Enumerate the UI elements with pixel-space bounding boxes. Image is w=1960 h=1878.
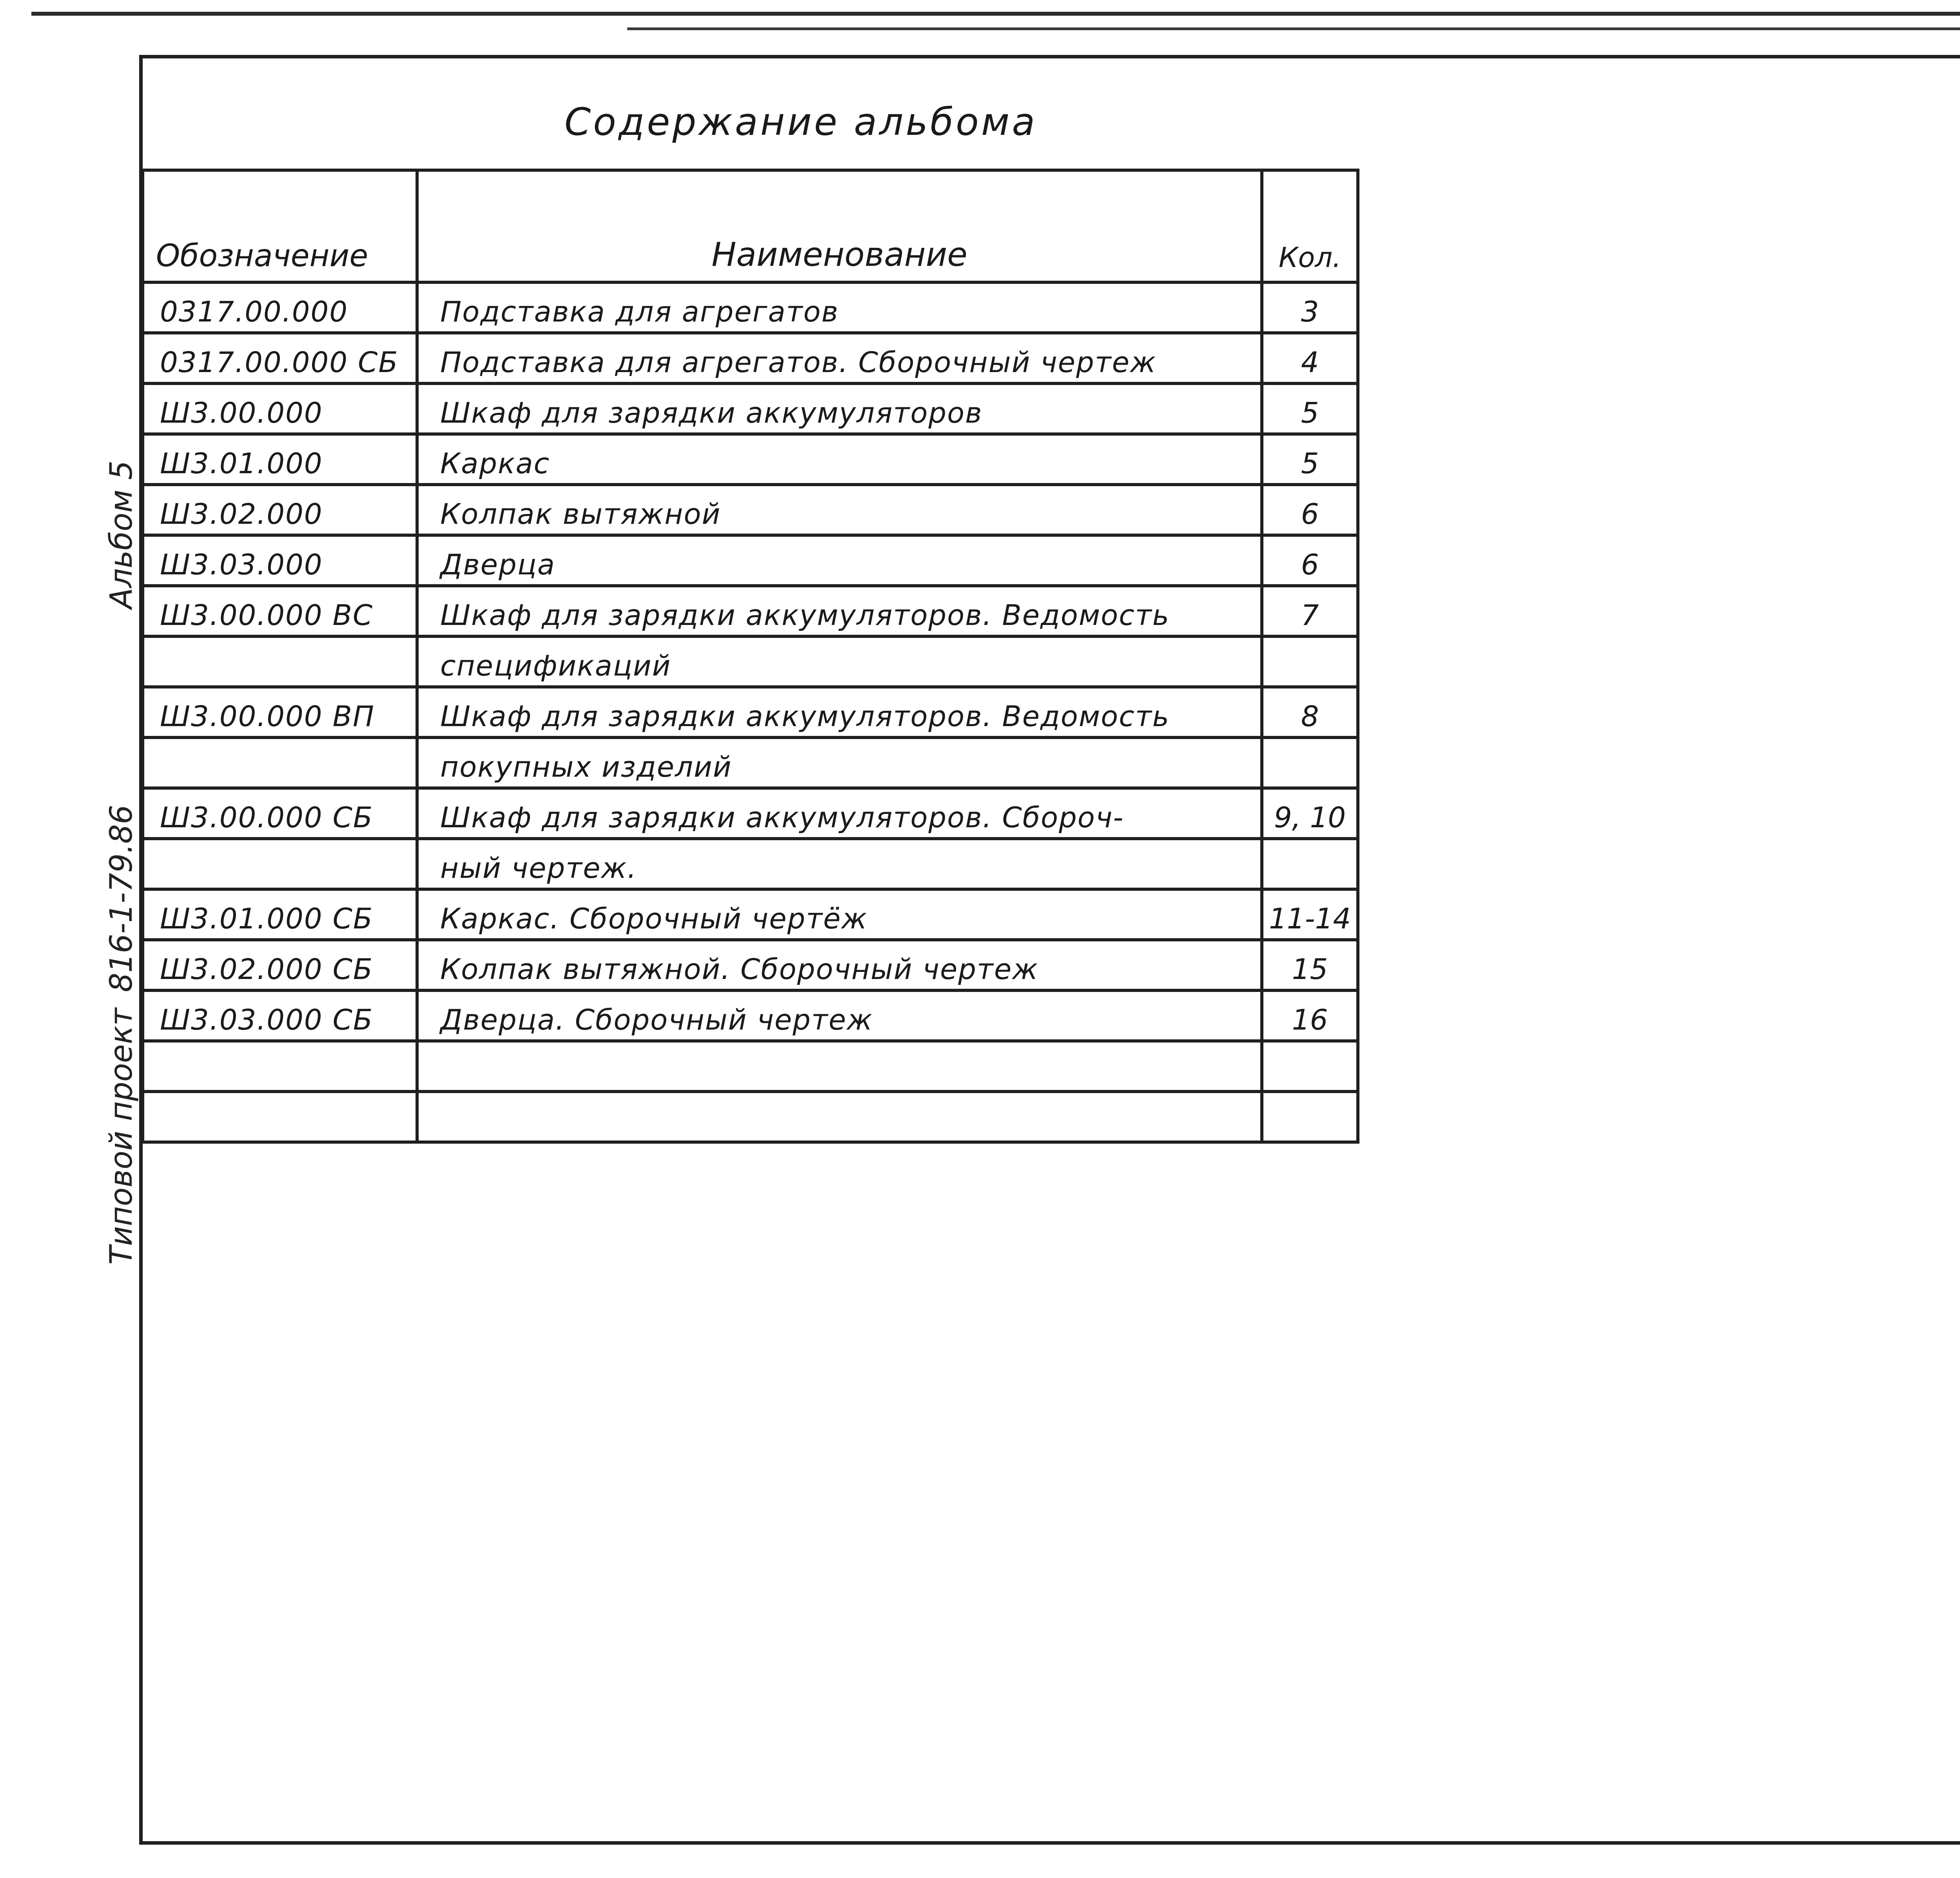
qty-cell: 8 — [1262, 687, 1358, 737]
designation-cell: Ш3.02.000 СБ — [143, 940, 417, 990]
designation-cell: Ш3.03.000 СБ — [143, 990, 417, 1041]
project-label: Типовой проект — [104, 1008, 139, 1265]
qty-cell: 16 — [1262, 990, 1358, 1041]
qty-cell — [1262, 737, 1358, 788]
name-cell: Шкаф для зарядки аккумуляторов. Ведомость — [417, 586, 1262, 636]
table-row — [143, 636, 1358, 687]
qty-cell — [1262, 1041, 1358, 1092]
table-row — [143, 434, 1358, 485]
designation-cell: Ш3.00.000 ВС — [143, 586, 417, 636]
designation-cell — [143, 839, 417, 889]
designation-cell — [143, 737, 417, 788]
qty-cell — [1262, 636, 1358, 687]
table-row — [143, 1041, 1358, 1092]
name-cell: Шкаф для зарядки аккумуляторов. Ведомость — [417, 687, 1262, 737]
designation-cell — [143, 1092, 417, 1142]
name-cell: Подставка для агрегатов — [417, 282, 1262, 333]
name-cell: покупных изделий — [417, 737, 1262, 788]
name-cell: Колпак вытяжной. Сборочный чертеж — [417, 940, 1262, 990]
scan-edge-top — [31, 12, 1960, 16]
designation-cell: Ш3.02.000 — [143, 485, 417, 535]
column-header-qty: Кол. — [1262, 170, 1358, 282]
qty-cell — [1262, 1092, 1358, 1142]
qty-cell: 6 — [1262, 535, 1358, 586]
table-row — [143, 687, 1358, 737]
table-row — [143, 990, 1358, 1041]
name-cell: спецификаций — [417, 636, 1262, 687]
column-header-designation: Обозначение — [143, 170, 417, 282]
designation-cell: Ш3.00.000 ВП — [143, 687, 417, 737]
table-row — [143, 788, 1358, 839]
table-row — [143, 1092, 1358, 1142]
designation-cell: Ш3.00.000 СБ — [143, 788, 417, 839]
qty-cell: 6 — [1262, 485, 1358, 535]
table-row — [143, 940, 1358, 990]
scan-edge-line — [627, 27, 1960, 30]
table-row — [143, 586, 1358, 636]
qty-cell: 11-14 — [1262, 889, 1358, 940]
designation-cell — [143, 636, 417, 687]
table-row — [143, 333, 1358, 383]
name-cell — [417, 1041, 1262, 1092]
name-cell: Подставка для агрегатов. Сборочный чертеж — [417, 333, 1262, 383]
name-cell: Каркас — [417, 434, 1262, 485]
designation-cell: 0317.00.000 СБ — [143, 333, 417, 383]
designation-cell: Ш3.03.000 — [143, 535, 417, 586]
table-row — [143, 535, 1358, 586]
qty-cell: 5 — [1262, 434, 1358, 485]
qty-cell: 5 — [1262, 383, 1358, 434]
name-cell: Дверца — [417, 535, 1262, 586]
designation-cell: 0317.00.000 — [143, 282, 417, 333]
name-cell: Колпак вытяжной — [417, 485, 1262, 535]
table-row — [143, 889, 1358, 940]
designation-cell — [143, 1041, 417, 1092]
album-label: Альбом 5 — [104, 460, 139, 609]
designation-cell: Ш3.01.000 — [143, 434, 417, 485]
contents-table — [141, 169, 1359, 1144]
table-row — [143, 737, 1358, 788]
designation-cell: Ш3.01.000 СБ — [143, 889, 417, 940]
qty-cell — [1262, 839, 1358, 889]
side-stamp — [104, 460, 139, 1264]
qty-cell: 3 — [1262, 282, 1358, 333]
table-row — [143, 839, 1358, 889]
column-header-name: Наименование — [417, 170, 1262, 282]
table-row — [143, 282, 1358, 333]
page-title: Содержание альбома — [564, 100, 1038, 144]
qty-cell: 9, 10 — [1262, 788, 1358, 839]
table-body — [143, 282, 1358, 1142]
name-cell: Каркас. Сборочный чертёж — [417, 889, 1262, 940]
project-number: 816-1-79.86 — [104, 805, 139, 992]
designation-cell: Ш3.00.000 — [143, 383, 417, 434]
name-cell — [417, 1092, 1262, 1142]
qty-cell: 15 — [1262, 940, 1358, 990]
table-header-row — [143, 170, 1358, 282]
name-cell: Шкаф для зарядки аккумуляторов — [417, 383, 1262, 434]
name-cell: ный чертеж. — [417, 839, 1262, 889]
qty-cell: 7 — [1262, 586, 1358, 636]
table-row — [143, 485, 1358, 535]
name-cell: Дверца. Сборочный чертеж — [417, 990, 1262, 1041]
name-cell: Шкаф для зарядки аккумуляторов. Сбороч- — [417, 788, 1262, 839]
table-row — [143, 383, 1358, 434]
qty-cell: 4 — [1262, 333, 1358, 383]
